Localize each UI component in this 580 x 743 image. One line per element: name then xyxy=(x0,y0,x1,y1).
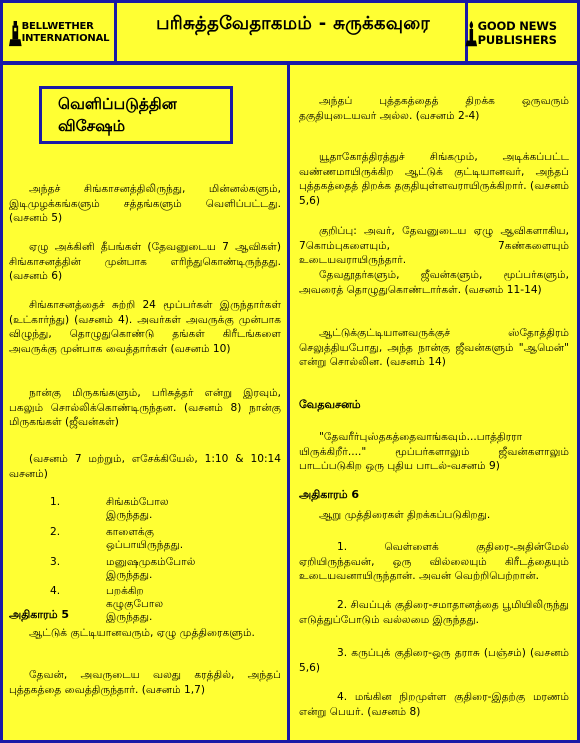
book-heading-box xyxy=(39,86,233,144)
paragraph: 1. வெள்ளைக் குதிரை-அதின்மேல் ஏறியிருந்தவன், ஒரு வில்லையும் கிரீடத்தையும் உடையவனாயிருந்தான். அவன் வெற்றிபெற்றான். xyxy=(299,541,569,582)
chapter-heading: அதிகாரம் 5 xyxy=(9,608,70,621)
paragraph: 3. கருப்புக் குதிரை-ஒரு தராசு (பஞ்சம்) (வசனம் 5,6) xyxy=(299,647,569,674)
header-divider xyxy=(114,3,117,61)
paragraph: ஏழு அக்கினி தீபங்கள் (தேவனுடைய 7 ஆவிகள்) சிங்காசனத்தின் முன்பாக எரிந்துகொண்டிருந்தது. (வசனம் 6) xyxy=(9,241,281,282)
paragraph: "தேவரீர்புஸ்தகத்தைவாங்கவும்...பாத்திரரா யிருக்கிறீர்...." மூப்பர்களாலும் ஜீவன்களாலும் பாடப்படுகிற ஒரு புதிய பாடல்-வசனம் 9) xyxy=(299,431,569,472)
paragraph: அந்தப் புத்தகத்தைத் திறக்க ஒருவரும் தகுதியுடையவர் அல்ல. (வசனம் 2-4) xyxy=(299,95,569,122)
section-heading: வேதவசனம் xyxy=(299,398,361,411)
good-news-logo xyxy=(465,7,571,59)
list-number: 1. xyxy=(50,496,61,508)
book-heading-line1: வெளிப்படுத்தின xyxy=(58,95,177,113)
list-number: 3. xyxy=(50,556,61,568)
torch-icon xyxy=(465,10,478,56)
list-text: மனுஷமுகம்போல் இருந்தது. xyxy=(106,556,196,581)
paragraph: யூதாகோத்திரத்துச் சிங்கமும், அடிக்கப்பட்ட வண்ணமாயிருக்கிற ஆட்டுக் குட்டியானவர், அந்தப் புத்தகத்தைத் திறக்க தகுதியுள்ளவராயிருக்கிறார். (வசனம் 5,6) xyxy=(299,151,569,207)
paragraph: ஆட்டுக்குட்டியானவருக்குச் ஸ்தோத்திரம் செலுத்தியபோது, அந்த நான்கு ஜீவன்களும் "ஆமென்" என்று சொல்லின. (வசனம் 14) xyxy=(299,327,569,368)
good-news-logo-text: GOOD NEWS PUBLISHERS xyxy=(477,19,557,47)
paragraph: ஆறு முத்திரைகள் திறக்கப்படுகிறது. xyxy=(319,509,491,521)
paragraph: தேவதூதர்களும், ஜீவன்களும், மூப்பர்களும், அவரைத் தொழுதுகொண்டார்கள். (வசனம் 11-14) xyxy=(299,269,569,296)
paragraph: (வசனம் 7 மற்றும், எசேக்கியேல், 1:10 & 10:14 வசனம்) xyxy=(9,453,281,480)
list-text: சிங்கம்போல இருந்தது. xyxy=(106,496,169,521)
paragraph: 2. சிவப்புக் குதிரை-சமாதானத்தை பூமியிலிருந்து எடுத்துப்போடும் வல்லமை இருந்தது. xyxy=(299,599,569,626)
list-number: 2. xyxy=(50,526,61,538)
list-text: காளைக்கு ஒப்பாயிருந்தது. xyxy=(106,526,184,551)
bellwether-logo-text: BELLWETHER INTERNATIONAL xyxy=(21,21,110,44)
header-bar xyxy=(0,0,580,64)
list-number: 4. xyxy=(50,585,61,597)
paragraph: அந்தச் சிங்காசனத்திலிருந்து, மின்னல்களும், இடிமுழக்கங்களும் சத்தங்களும் வெளிப்பட்டது. (வசனம் 5) xyxy=(9,183,281,224)
book-heading-line2: விசேஷம் xyxy=(58,117,126,135)
bell-tower-icon xyxy=(9,10,22,56)
paragraph: 4. மங்கின நிறமுள்ள குதிரை-இதற்கு மரணம் என்று பெயர். (வசனம் 8) xyxy=(299,691,569,718)
paragraph: குறிப்பு: அவர், தேவனுடைய ஏழு ஆவிகளாகிய, 7கொம்புகளையும், 7கண்களையும் உடையவராயிருந்தார். xyxy=(299,225,569,266)
column-divider xyxy=(287,63,290,743)
chapter-heading: அதிகாரம் 6 xyxy=(299,488,360,501)
paragraph: நான்கு மிருகங்களும், பரிசுத்தர் என்று இரவும், பகலும் சொல்லிக்கொண்டிருந்தன. (வசனம் 8) நான்கு மிருகங்கள் (ஜீவன்கள்) xyxy=(9,387,281,428)
bellwether-logo xyxy=(9,7,115,59)
list-text: பறக்கிற கழுகுபோல இருந்தது. xyxy=(106,585,164,623)
paragraph: தேவன், அவருடைய வலது கரத்தில், அந்தப் புத்தகத்தை வைத்திருந்தார். (வசனம் 1,7) xyxy=(9,669,281,696)
paragraph: ஆட்டுக் குட்டியானவரும், ஏழு முத்திரைகளும். xyxy=(29,627,255,639)
page-title: பரிசுத்தவேதாகமம் - சுருக்கவுரை xyxy=(156,13,430,34)
paragraph: சிங்காசனத்தைச் சுற்றி 24 மூப்பர்கள் இருந்தார்கள் (உட்கார்ந்து) (வசனம் 4). அவர்கள் அவருக்கு முன்பாக விழுந்து, தொழுதுகொண்டு தங்கள் கிரீடங்களை அவருக்கு முன்பாக வைத்தார்கள் (வசனம் 10) xyxy=(9,299,281,355)
